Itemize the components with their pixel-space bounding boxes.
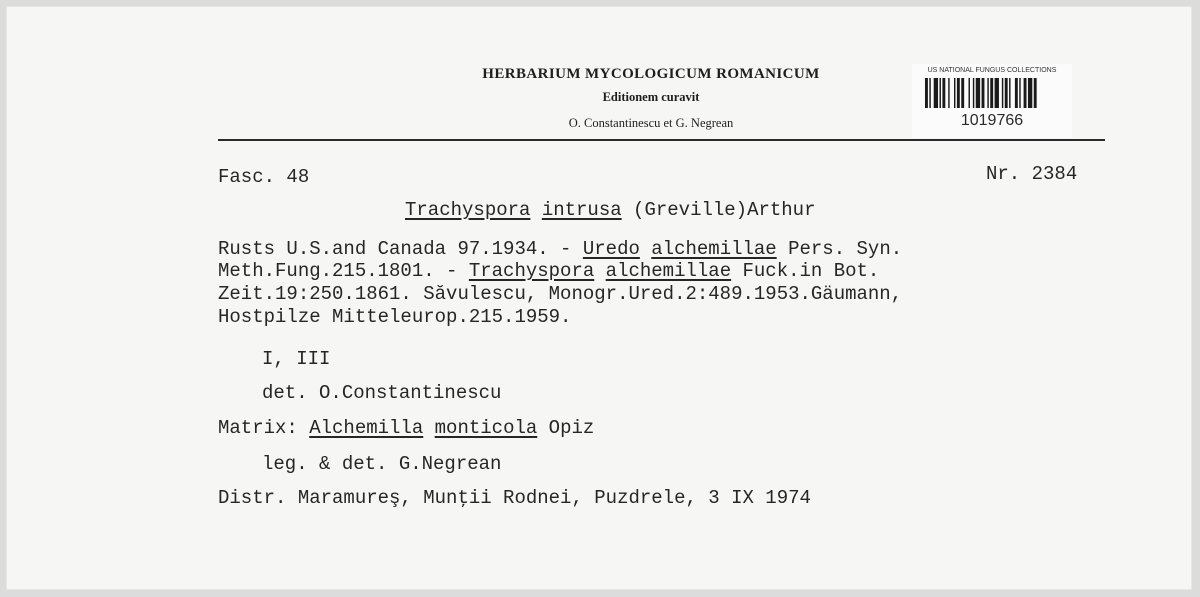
barcode-icon — [925, 78, 1065, 112]
taxon-name: intrusa — [541, 199, 622, 221]
barcode-bar — [995, 78, 999, 108]
barcode-bar — [940, 78, 941, 108]
text-segment: Hostpilze Mitteleurop.215.1959. — [218, 306, 572, 328]
text-segment: (Greville)Arthur — [621, 199, 816, 221]
text-segment: Matrix: — [218, 417, 310, 439]
text-segment: Rusts U.S.and Canada 97.1934. - — [218, 238, 583, 260]
barcode-bar — [954, 78, 955, 108]
taxon-name: Trachyspora — [468, 260, 595, 282]
collector: leg. & det. G.Negrean — [262, 453, 502, 475]
taxon-name: monticola — [434, 417, 538, 439]
specimen-label — [6, 6, 1192, 590]
locality: Distr. Maramureş, Munţii Rodnei, Puzdrele, 3 IX 1974 — [218, 487, 811, 509]
barcode-bar — [1024, 78, 1027, 108]
text-segment — [423, 417, 434, 439]
barcode-bar — [969, 78, 970, 108]
barcode-bar — [990, 78, 993, 108]
specimen-number: Nr. 2384 — [986, 163, 1078, 185]
reference-line — [218, 260, 879, 282]
taxon-name: alchemillae — [651, 238, 777, 260]
text-segment: Fuck.in Bot. — [731, 260, 880, 282]
barcode-caption: US NATIONAL FUNGUS COLLECTIONS — [927, 67, 1057, 74]
spore-stages: I, III — [262, 348, 331, 370]
barcode-bar — [948, 78, 949, 108]
barcode-bar — [1028, 78, 1032, 108]
barcode-bar — [1005, 78, 1008, 108]
determiner: det. O.Constantinescu — [262, 382, 502, 404]
taxon-name: Trachyspora — [405, 199, 531, 221]
barcode-bar — [976, 78, 980, 108]
barcode-bar — [925, 78, 928, 108]
header-divider — [218, 139, 1105, 141]
barcode-bar — [1009, 78, 1010, 108]
text-segment: Pers. Syn. — [776, 238, 903, 260]
herbarium-editors: O. Constantinescu et G. Negrean — [568, 116, 734, 130]
barcode-bar — [987, 78, 988, 108]
barcode-bar — [929, 78, 930, 108]
text-segment: Zeit.19:250.1861. Săvulescu, Monogr.Ured.2:489.1953.Gäumann, — [218, 283, 903, 305]
fascicle-number: Fasc. 48 — [218, 166, 310, 188]
herbarium-title: HERBARIUM MYCOLOGICUM ROMANICUM — [482, 66, 820, 82]
barcode-number: 1019766 — [960, 112, 1024, 129]
text-segment — [594, 260, 605, 282]
taxon-name: Uredo — [582, 238, 640, 260]
text-segment: Meth.Fung.215.1801. - — [218, 260, 469, 282]
barcode-bar — [1019, 78, 1020, 108]
reference-line — [218, 283, 902, 305]
species-name — [405, 199, 816, 221]
barcode-bar — [942, 78, 945, 108]
text-segment — [640, 238, 651, 260]
reference-line — [218, 306, 571, 328]
text-segment: Opiz — [537, 417, 595, 439]
barcode-bar — [982, 78, 985, 108]
barcode-bar — [1015, 78, 1018, 108]
herbarium-subtitle: Editionem curavit — [602, 90, 700, 104]
barcode-label — [912, 64, 1072, 138]
text-segment — [530, 199, 541, 221]
taxon-name: Alchemilla — [309, 417, 424, 439]
barcode-bar — [957, 78, 960, 108]
barcode-bar — [973, 78, 974, 108]
host-matrix — [218, 417, 594, 439]
barcode-bar — [1002, 78, 1003, 108]
barcode-bar — [1034, 78, 1037, 108]
taxon-name: alchemillae — [605, 260, 732, 282]
reference-line — [218, 238, 902, 260]
barcode-bar — [934, 78, 938, 108]
barcode-bar — [961, 78, 964, 108]
